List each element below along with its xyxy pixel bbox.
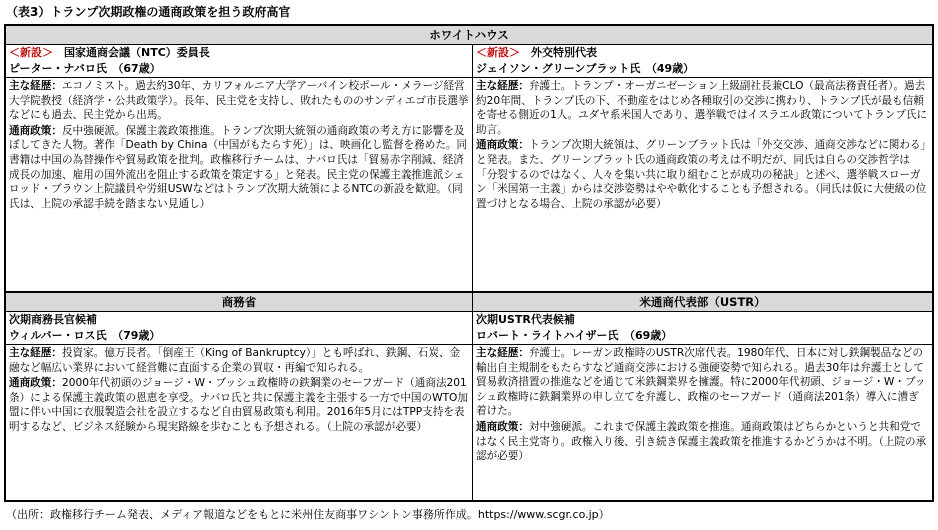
ross-career xyxy=(9,346,469,375)
policy-text: 対中強硬派。これまで保護主義政策を推進。通商政策はどちらかというと共和党ではなく民主党寄り。政権入り後、引き続き保護主義政策を推進するかどうかは不明。（上院の承認が必要） xyxy=(476,420,927,463)
officials-table xyxy=(4,24,934,502)
career-text: エコノミスト。過去約30年、カリフォルニア大学アーバイン校ポール・メラージ経営大学院教授（経済学・公共政策学）。長年、民主党を支持し、敗れたもののサンディエゴ市長選挙などにも過去、民主党から出馬。 xyxy=(9,80,469,122)
career-label: 主な経歴： xyxy=(9,347,62,359)
policy-text: トランプ次期大統領は、グリーンブラット氏は「外交交渉、通商交渉などに関わる」と発表。また、グリーンブラット氏の通商政策の考えは不明だが、同氏は自らの交渉哲学は「分裂するのではなく、人々を集い共に取り組むことが成功の秘訣」と述べ、選挙戦スローガン「米国第一主義」からは交渉姿勢はやや軟化することも予想される。（同氏は仮に大使級の位置づけとなる場合、上院の承認が必要） xyxy=(476,139,927,210)
navarro-role-line xyxy=(6,45,472,61)
column-divider xyxy=(472,45,473,500)
career-text: 投資家。億万長者。「倒産王（King of Bankruptcy）」とも呼ばれ、鉄鋼、石炭、金融など幅広い業界において経営難に直面する企業の買収・再編で知られる。 xyxy=(9,347,461,374)
navarro-role: 国家通商会議（NTC）委員長 xyxy=(64,46,210,59)
lighthizer-career xyxy=(476,346,929,419)
section-header-ustr: 米通商代表部（USTR） xyxy=(473,293,932,312)
greenblatt-role-line xyxy=(473,45,932,61)
policy-label: 通商政策： xyxy=(476,420,529,433)
greenblatt-name: ジェイソン・グリーンブラット氏 （49歳） xyxy=(473,61,932,78)
policy-text: 2000年代初頭のジョージ・W・ブッシュ政権時の鉄鋼業のセーフガード（通商法201条）による保護主義政策の恩恵を享受。ナバロ氏と共に保護主義を主張する一方で中国のWTO加盟に伴い中国に衣服製造会社を設立するなど自由貿易政策も利用。2016年5月にはTPP支持を表明するなど、ビジネス経験から現実路線を歩むことも予想される。（上院の承認が必要） xyxy=(9,377,468,433)
greenblatt-career xyxy=(476,79,929,137)
policy-label: 通商政策： xyxy=(9,124,62,137)
ross-role: 次期商務長官候補 xyxy=(9,313,97,326)
cell-navarro xyxy=(6,45,472,291)
source-note: （出所：政権移行チーム発表、メディア報道などをもとに米州住友商事ワシントン事務所作成。https://www.scgr.co.jp） xyxy=(6,508,610,521)
ross-policy xyxy=(9,376,469,434)
cell-lighthizer xyxy=(473,312,932,500)
cell-greenblatt xyxy=(473,45,932,291)
career-label: 主な経歴： xyxy=(476,80,529,92)
table-title: （表3）トランプ次期政権の通商政策を担う政府高官 xyxy=(6,5,291,19)
greenblatt-policy xyxy=(476,138,929,211)
section-header-commerce: 商務省 xyxy=(6,293,472,312)
policy-label: 通商政策： xyxy=(476,139,529,152)
career-text: 弁護士。レーガン政権時のUSTR次席代表。1980年代、日本に対し鉄鋼製品などの輸出自主規制をもたらすなど通商交渉における強硬姿勢で知られる。過去30年は弁護士として貿易救済措置の推進などを通じて米鉄鋼業界を擁護。特に2000年代初頭、ジョージ・W・ブッシュ政権時に鉄鋼業界の申し立てを弁護し、政権のセーフガード（通商法201条）導入に漕ぎ着けた。 xyxy=(476,347,926,418)
career-label: 主な経歴： xyxy=(476,347,529,359)
policy-label: 通商政策： xyxy=(9,377,62,390)
new-tag: ＜新設＞ xyxy=(476,46,520,59)
new-tag: ＜新設＞ xyxy=(9,46,53,59)
career-text: 弁護士。トランプ・オーガニゼーション上級副社長兼CLO（最高法務責任者）。過去約20年間、トランプ氏の下、不動産をはじめ各種取引の交渉に携わり、トランプ氏が最も信頼を寄せる側近の1人。ユダヤ系米国人であり、選挙戦ではイスラエル政策についてトランプ氏に助言。 xyxy=(476,80,928,136)
lighthizer-role: 次期USTR代表候補 xyxy=(476,313,575,326)
navarro-career xyxy=(9,79,469,123)
greenblatt-role: 外交特別代表 xyxy=(531,46,597,59)
section-header-white-house: ホワイトハウス xyxy=(6,26,932,45)
ross-name: ウィルバー・ロス氏 （79歳） xyxy=(6,328,472,345)
lighthizer-name: ロバート・ライトハイザー氏 （69歳） xyxy=(473,328,932,345)
navarro-name: ピーター・ナバロ氏 （67歳） xyxy=(6,61,472,78)
cell-ross xyxy=(6,312,472,500)
career-label: 主な経歴： xyxy=(9,80,62,92)
navarro-policy xyxy=(9,124,469,212)
lighthizer-policy xyxy=(476,420,929,464)
policy-text: 反中強硬派。保護主義政策推進。トランプ次期大統領の通商政策の考え方に影響を及ぼしてきた人物。著作「Death by China（中国がもたらす死）」は、映画化し監督を務めた。同書籍は中国の為替操作や貿易政策を批判。政権移行チームは、ナバロ氏は「貿易赤字削減、経済成長の加速、雇用の国外流出を阻止する政策を策定する」と発表。民主党の保護主義推進派シェロッド・ブラウン上院議員や労組USWなどはトランプ次期大統領によるNTCの新設を歓迎。（同氏は、上院の承認手続を踏まない見通し） xyxy=(9,124,468,210)
